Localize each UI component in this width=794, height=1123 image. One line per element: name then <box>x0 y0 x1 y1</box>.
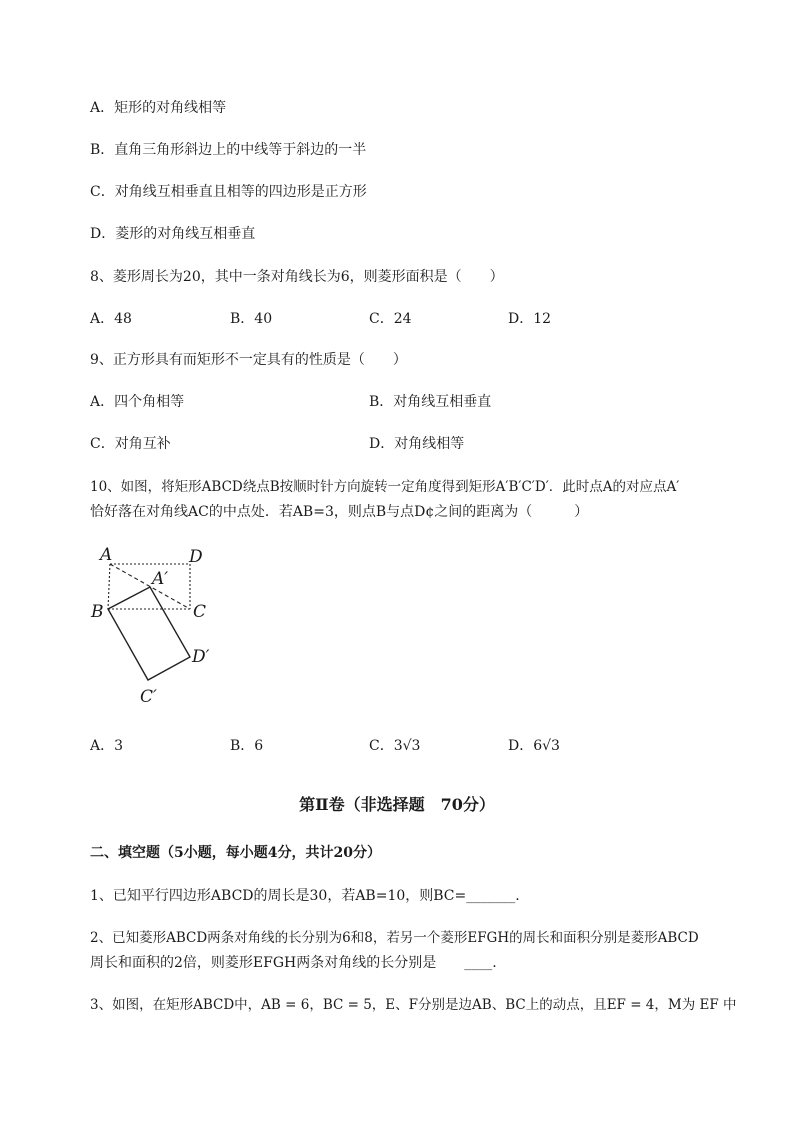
q10-option-c: C．3√3 <box>369 738 421 754</box>
label-d: D <box>189 547 203 567</box>
q9-stem: 9、正方形具有而矩形不一定具有的性质是（ ） <box>90 352 407 368</box>
q10-stem-line2: 恰好落在对角线AC的中点处．若AB=3，则点B与点D¢之间的距离为（ ） <box>90 504 589 520</box>
q7-option-b: B．直角三角形斜边上的中线等于斜边的一半 <box>90 142 367 158</box>
fill-q2-line1: 2、已知菱形ABCD两条对角线的长分别为6和8，若另一个菱形EFGH的周长和面积分别是菱形ABCD <box>90 930 699 946</box>
fill-q1: 1、已知平行四边形ABCD的周长是30，若AB=10，则BC=_______. <box>90 888 520 904</box>
edge-ab <box>108 564 110 609</box>
label-a: A <box>100 545 113 565</box>
q10-option-b: B．6 <box>230 738 264 754</box>
fill-q2-line2: 周长和面积的2倍，则菱形EFGH两条对角线的长分别是 ____. <box>90 955 497 971</box>
q9-option-d: D．对角线相等 <box>369 436 465 452</box>
q8-option-c: C．24 <box>369 311 412 327</box>
rotated-rectangle-figure <box>88 540 238 714</box>
q9-option-b: B．对角线互相垂直 <box>369 394 492 410</box>
q8-option-d: D．12 <box>508 311 552 327</box>
q10-stem-line1: 10、如图，将矩形ABCD绕点B按顺时针方向旋转一定角度得到矩形A′B′C′D′．此时点A的对应点A′ <box>90 479 680 495</box>
q10-option-d: D．6√3 <box>508 738 560 754</box>
fill-q3: 3、如图，在矩形ABCD中，AB = 6，BC = 5，E、F分别是边AB、BC上的动点，且EF = 4，M为 EF 中 <box>90 997 737 1013</box>
figure-svg <box>88 540 238 710</box>
q8-option-b: B．40 <box>230 311 273 327</box>
label-d-prime: D′ <box>192 647 210 667</box>
q9-option-c: C．对角互补 <box>90 436 171 452</box>
q8-stem: 8、菱形周长为20，其中一条对角线长为6，则菱形面积是（ ） <box>90 269 504 285</box>
q7-option-d: D．菱形的对角线互相垂直 <box>90 226 256 242</box>
q10-option-a: A．3 <box>90 738 124 754</box>
section2-title: 二、填空题（5小题，每小题4分，共计20分） <box>90 845 381 861</box>
label-c: C <box>193 602 207 622</box>
q7-option-a: A．矩形的对角线相等 <box>90 100 227 116</box>
rectangle-a1b1c1d1 <box>108 587 190 680</box>
q7-option-c: C．对角线互相垂直且相等的四边形是正方形 <box>90 184 367 200</box>
q9-option-a: A．四个角相等 <box>90 394 185 410</box>
part2-title: 第Ⅱ卷（非选择题 70分） <box>299 795 495 814</box>
q8-option-a: A．48 <box>90 311 132 327</box>
label-a-prime: A′ <box>152 569 169 589</box>
label-c-prime: C′ <box>140 687 157 707</box>
label-b: B <box>91 602 104 622</box>
